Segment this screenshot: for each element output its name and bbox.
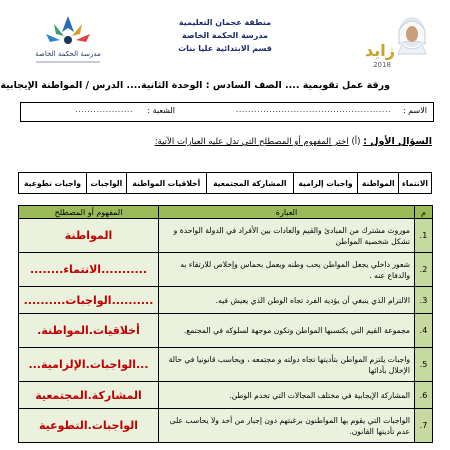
row-number: 1. <box>415 219 433 253</box>
word-bank <box>18 172 432 194</box>
row-answer[interactable]: ...الواجبات.الإلزامية... <box>19 348 159 382</box>
question-part: (أ) <box>351 137 361 147</box>
row-statement: المشاركة الإيجابية في مختلف المجالات التي تخدم الوطن. <box>159 382 415 409</box>
name-field[interactable]: ................................................... <box>235 105 391 114</box>
row-answer[interactable]: المواطنة <box>19 219 159 253</box>
header-statement: العبارة <box>159 206 415 219</box>
school-logo <box>18 10 118 70</box>
svg-text:مدرسة الحكمة الخاصة: مدرسة الحكمة الخاصة <box>35 50 101 58</box>
concept-table <box>18 205 433 443</box>
table-row <box>19 219 433 253</box>
portrait-icon <box>398 17 426 54</box>
header-concept: المفهوم أو المصطلح <box>19 206 159 219</box>
row-statement: مجموعة القيم التي يكتسبها المواطن وتكون موجهة لسلوكه في المجتمع. <box>159 314 415 348</box>
table-row <box>19 409 433 443</box>
section-name: قسم الابتدائية عليا بنات <box>178 44 272 53</box>
word-bank-item: الانتماء <box>399 173 432 194</box>
school-name: مدرسة الحكمة الخاصة <box>182 31 268 40</box>
row-answer[interactable]: ...........الانتماء........ <box>19 253 159 287</box>
row-statement: موروث مشترك من المبادئ والقيم والعادات بين الأفراد في الدولة الواحدة و تشكل شخصية المواطن <box>159 219 415 253</box>
year-of-zayed-logo <box>352 10 434 72</box>
table-row <box>19 382 433 409</box>
row-answer[interactable]: ..........الواجبات.......... <box>19 287 159 314</box>
row-number: 3. <box>415 287 433 314</box>
row-answer[interactable]: الواجبات.التطوعية <box>19 409 159 443</box>
worksheet-title: ورقة عمل تقويمية .... الصف السادس : الوحدة الثانية.... الدرس / المواطنة الإيجابية <box>0 80 390 91</box>
word-bank-item: المواطنة <box>358 173 399 194</box>
row-number: 4. <box>415 314 433 348</box>
svg-text:2018: 2018 <box>373 61 391 69</box>
student-info-bar <box>20 102 434 122</box>
word-bank-item: الواجبات <box>87 173 127 194</box>
table-row <box>19 253 433 287</box>
table-row <box>19 287 433 314</box>
row-statement: شعور داخلي يجعل المواطن يحب وطنه ويعمل بحماس وإخلاص للارتقاء به والدفاع عنه . <box>159 253 415 287</box>
question-heading <box>12 136 432 147</box>
word-bank-item: أخلاقيات المواطنة <box>126 173 206 194</box>
header-num: م <box>415 206 433 219</box>
table-header-row <box>19 206 433 219</box>
word-bank-item: واجبات إلزامية <box>293 173 358 194</box>
class-label: الشعبة : <box>147 106 175 115</box>
row-statement: الواجبات التي يقوم بها المواطنون برغبتهم دون إجبار من أحد ولا يحاسب على عدم تأديتها القانون. <box>159 409 415 443</box>
table-row <box>19 314 433 348</box>
table-row <box>19 348 433 382</box>
org-name: منطقة عجمان التعليمية <box>178 18 272 27</box>
row-statement: الالتزام الذي ينبغي أن يؤديه الفرد تجاه الوطن الذي يعيش فيه. <box>159 287 415 314</box>
svg-text:زايد: زايد <box>365 41 395 60</box>
row-number: 2. <box>415 253 433 287</box>
row-number: 5. <box>415 348 433 382</box>
row-statement: واجبات يلتزم المواطن بتأديتها تجاه دولته و مجتمعه ، ويحاسب قانونيا في حالة الإخلال بأدائها <box>159 348 415 382</box>
name-label: الاسم : <box>402 106 427 115</box>
row-number: 6. <box>415 382 433 409</box>
row-answer[interactable]: أخلاقيات.المواطنة. <box>19 314 159 348</box>
word-bank-item: واجبات تطوعية <box>19 173 87 194</box>
question-label: السؤال الأول : <box>363 136 432 147</box>
class-field[interactable]: ................... <box>75 105 133 114</box>
question-instruction: اختر المفهوم أو المصطلح التي تدل عليه العبارات الآتية: <box>154 137 349 147</box>
row-number: 7. <box>415 409 433 443</box>
word-bank-item: المشاركة المجتمعية <box>206 173 293 194</box>
row-answer[interactable]: المشاركة.المجتمعية <box>19 382 159 409</box>
logo-emblem-icon <box>46 16 90 44</box>
school-header <box>130 16 320 55</box>
